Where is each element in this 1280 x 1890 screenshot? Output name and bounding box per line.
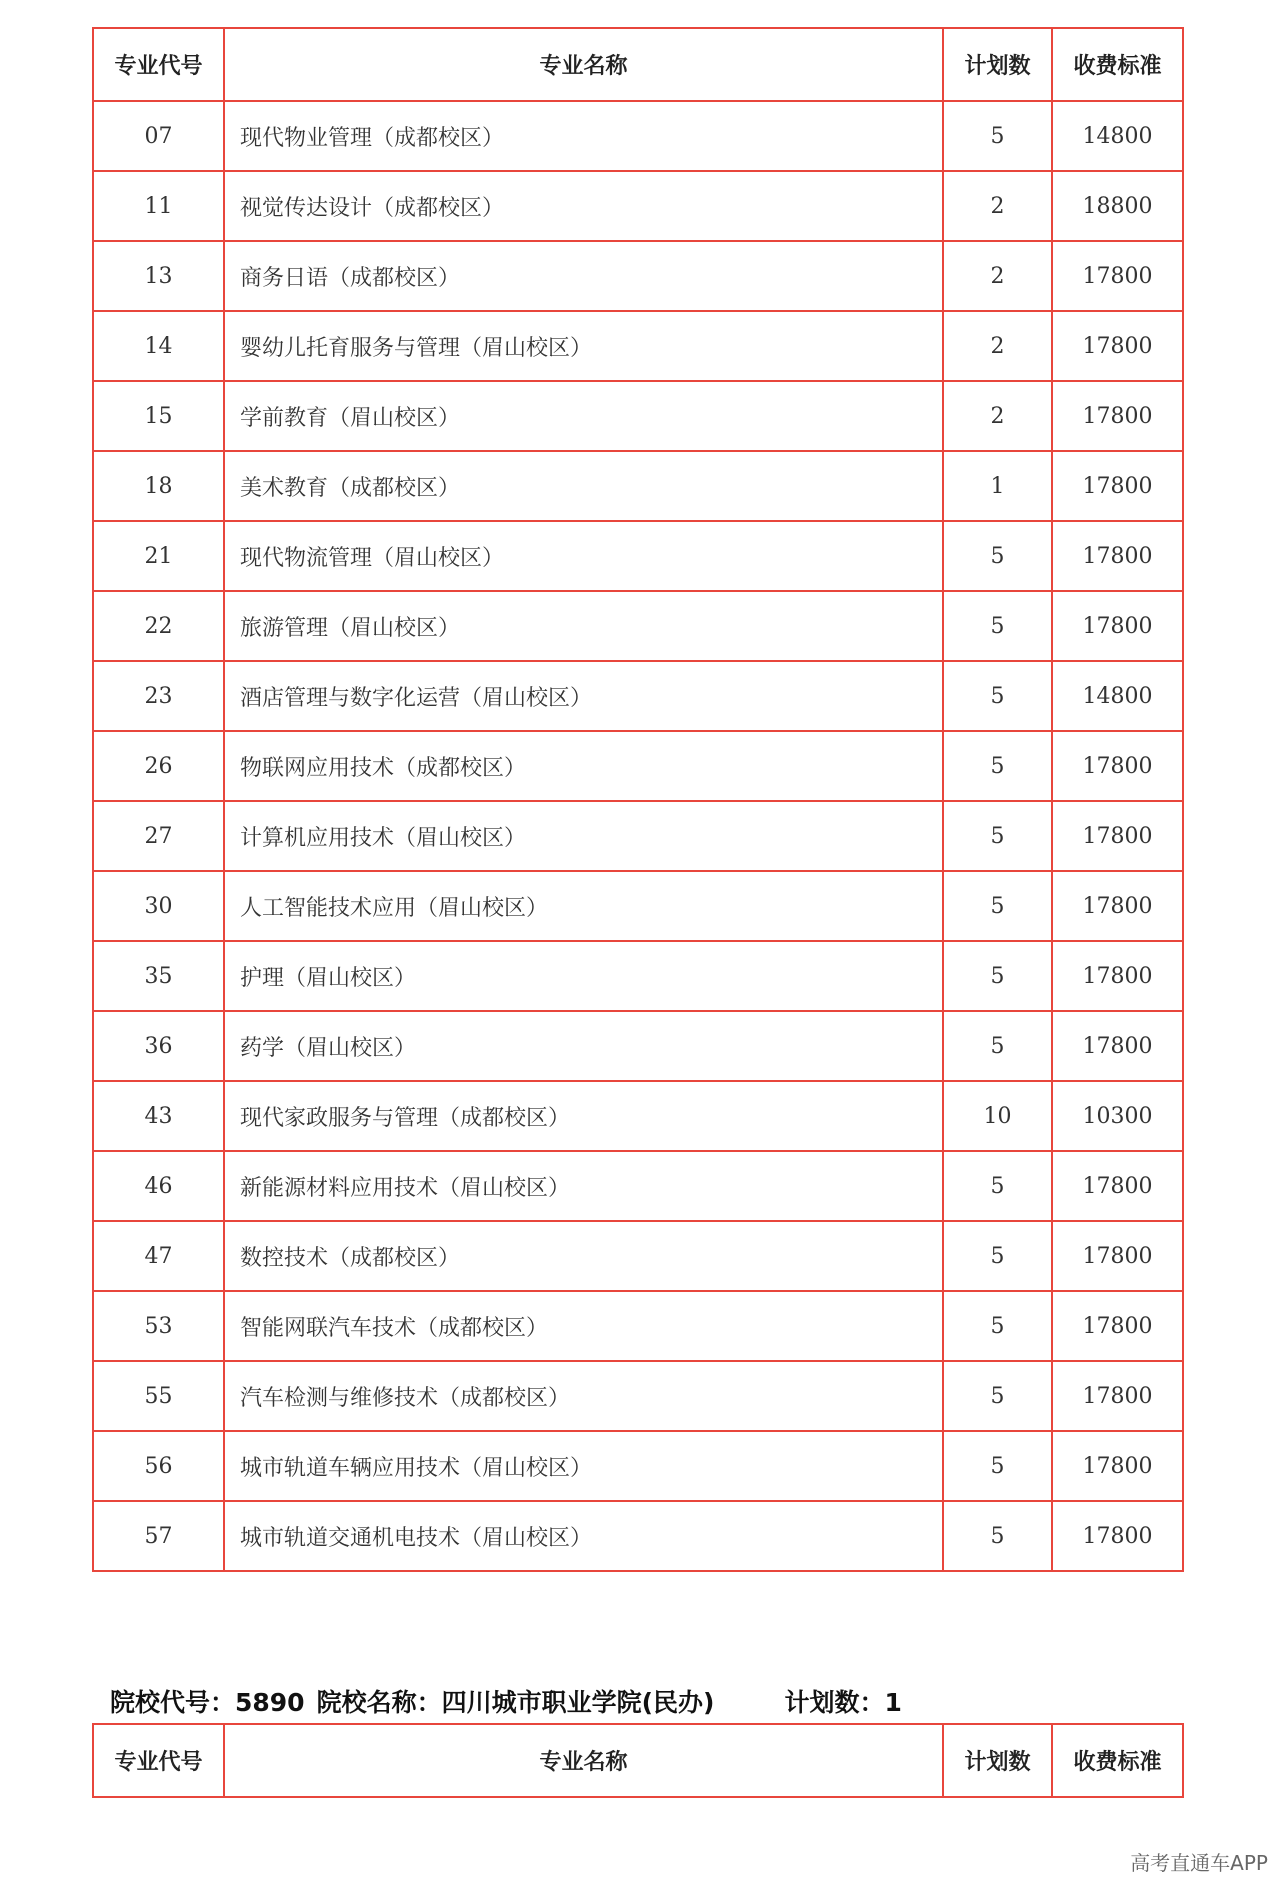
- table-body: [93, 101, 1183, 1571]
- major-name-cell: 视觉传达设计（成都校区）: [224, 171, 943, 241]
- school-code: 院校代号：5890: [110, 1688, 305, 1717]
- plan-count-cell: 5: [943, 661, 1052, 731]
- plan-count-cell: 2: [943, 311, 1052, 381]
- table-row: [93, 941, 1183, 1011]
- plan-count-cell: 5: [943, 1291, 1052, 1361]
- plan-count-cell: 5: [943, 1011, 1052, 1081]
- major-code-cell: 35: [93, 941, 224, 1011]
- major-code-cell: 30: [93, 871, 224, 941]
- fee-cell: 17800: [1052, 1221, 1183, 1291]
- table-row: [93, 801, 1183, 871]
- table-row: [93, 171, 1183, 241]
- plan-count-cell: 5: [943, 1221, 1052, 1291]
- major-code-cell: 14: [93, 311, 224, 381]
- major-name-cell: 城市轨道车辆应用技术（眉山校区）: [224, 1431, 943, 1501]
- header-fee-standard: 收费标准: [1052, 28, 1183, 101]
- fee-cell: 17800: [1052, 521, 1183, 591]
- table-row: [93, 871, 1183, 941]
- fee-cell: 17800: [1052, 1361, 1183, 1431]
- major-code-cell: 36: [93, 1011, 224, 1081]
- table-row: [93, 241, 1183, 311]
- table-row: [93, 1221, 1183, 1291]
- major-name-cell: 美术教育（成都校区）: [224, 451, 943, 521]
- table-row: [93, 661, 1183, 731]
- plan-count-cell: 1: [943, 451, 1052, 521]
- plan-count-cell: 5: [943, 1501, 1052, 1571]
- fee-cell: 17800: [1052, 1431, 1183, 1501]
- table-header-row: [93, 28, 1183, 101]
- plan-count-cell: 10: [943, 1081, 1052, 1151]
- table-row: [93, 1431, 1183, 1501]
- major-name-cell: 数控技术（成都校区）: [224, 1221, 943, 1291]
- plan-count-cell: 2: [943, 381, 1052, 451]
- fee-cell: 14800: [1052, 661, 1183, 731]
- plan-count-cell: 5: [943, 101, 1052, 171]
- major-code-cell: 55: [93, 1361, 224, 1431]
- fee-cell: 17800: [1052, 941, 1183, 1011]
- major-code-cell: 13: [93, 241, 224, 311]
- major-code-cell: 26: [93, 731, 224, 801]
- major-name-cell: 智能网联汽车技术（成都校区）: [224, 1291, 943, 1361]
- plan-count-cell: 5: [943, 871, 1052, 941]
- major-name-cell: 学前教育（眉山校区）: [224, 381, 943, 451]
- fee-cell: 14800: [1052, 101, 1183, 171]
- fee-cell: 17800: [1052, 731, 1183, 801]
- fee-cell: 17800: [1052, 1291, 1183, 1361]
- header-major-name: 专业名称: [224, 1724, 943, 1797]
- header-major-code: 专业代号: [93, 28, 224, 101]
- table-row: [93, 591, 1183, 661]
- header-plan-count: 计划数: [943, 1724, 1052, 1797]
- major-code-cell: 27: [93, 801, 224, 871]
- fee-cell: 17800: [1052, 1151, 1183, 1221]
- fee-cell: 18800: [1052, 171, 1183, 241]
- plan-count-cell: 5: [943, 521, 1052, 591]
- table-row: [93, 451, 1183, 521]
- fee-cell: 17800: [1052, 241, 1183, 311]
- major-code-cell: 07: [93, 101, 224, 171]
- major-code-cell: 21: [93, 521, 224, 591]
- plan-count-cell: 5: [943, 1431, 1052, 1501]
- table-row: [93, 101, 1183, 171]
- major-name-cell: 计算机应用技术（眉山校区）: [224, 801, 943, 871]
- fee-cell: 10300: [1052, 1081, 1183, 1151]
- fee-cell: 17800: [1052, 591, 1183, 661]
- table-row: [93, 1291, 1183, 1361]
- plan-count-cell: 5: [943, 1361, 1052, 1431]
- fee-cell: 17800: [1052, 1501, 1183, 1571]
- fee-cell: 17800: [1052, 311, 1183, 381]
- plan-count-cell: 5: [943, 1151, 1052, 1221]
- major-code-cell: 22: [93, 591, 224, 661]
- major-code-cell: 18: [93, 451, 224, 521]
- plan-count-cell: 2: [943, 171, 1052, 241]
- plan-count-cell: 2: [943, 241, 1052, 311]
- table-row: [93, 1081, 1183, 1151]
- major-code-cell: 46: [93, 1151, 224, 1221]
- table-row: [93, 1011, 1183, 1081]
- major-name-cell: 药学（眉山校区）: [224, 1011, 943, 1081]
- major-name-cell: 现代物业管理（成都校区）: [224, 101, 943, 171]
- table-row: [93, 731, 1183, 801]
- fee-cell: 17800: [1052, 871, 1183, 941]
- major-name-cell: 婴幼儿托育服务与管理（眉山校区）: [224, 311, 943, 381]
- major-name-cell: 护理（眉山校区）: [224, 941, 943, 1011]
- enrollment-plan-table: [92, 27, 1184, 1572]
- fee-cell: 17800: [1052, 381, 1183, 451]
- header-major-name: 专业名称: [224, 28, 943, 101]
- major-code-cell: 57: [93, 1501, 224, 1571]
- plan-count-cell: 5: [943, 591, 1052, 661]
- major-code-cell: 43: [93, 1081, 224, 1151]
- table-row: [93, 1501, 1183, 1571]
- table-row: [93, 311, 1183, 381]
- major-name-cell: 新能源材料应用技术（眉山校区）: [224, 1151, 943, 1221]
- major-name-cell: 现代物流管理（眉山校区）: [224, 521, 943, 591]
- fee-cell: 17800: [1052, 801, 1183, 871]
- major-code-cell: 15: [93, 381, 224, 451]
- major-code-cell: 11: [93, 171, 224, 241]
- school-name: 院校名称：四川城市职业学院(民办): [316, 1688, 715, 1717]
- plan-count-cell: 5: [943, 731, 1052, 801]
- major-name-cell: 人工智能技术应用（眉山校区）: [224, 871, 943, 941]
- fee-cell: 17800: [1052, 1011, 1183, 1081]
- major-code-cell: 47: [93, 1221, 224, 1291]
- table-row: [93, 1361, 1183, 1431]
- major-name-cell: 物联网应用技术（成都校区）: [224, 731, 943, 801]
- table-row: [93, 521, 1183, 591]
- watermark-text: 高考直通车APP: [1130, 1851, 1268, 1875]
- school-plan-count: 计划数：1: [784, 1688, 902, 1717]
- table-row: [93, 1151, 1183, 1221]
- major-code-cell: 56: [93, 1431, 224, 1501]
- major-code-cell: 53: [93, 1291, 224, 1361]
- major-name-cell: 酒店管理与数字化运营（眉山校区）: [224, 661, 943, 731]
- major-code-cell: 23: [93, 661, 224, 731]
- major-name-cell: 现代家政服务与管理（成都校区）: [224, 1081, 943, 1151]
- school-info-line: [110, 1683, 902, 1719]
- table-row: [93, 381, 1183, 451]
- major-name-cell: 旅游管理（眉山校区）: [224, 591, 943, 661]
- header-plan-count: 计划数: [943, 28, 1052, 101]
- second-enrollment-plan-table: [92, 1723, 1184, 1798]
- header-fee-standard: 收费标准: [1052, 1724, 1183, 1797]
- plan-count-cell: 5: [943, 941, 1052, 1011]
- fee-cell: 17800: [1052, 451, 1183, 521]
- major-name-cell: 城市轨道交通机电技术（眉山校区）: [224, 1501, 943, 1571]
- header-major-code: 专业代号: [93, 1724, 224, 1797]
- plan-count-cell: 5: [943, 801, 1052, 871]
- major-name-cell: 汽车检测与维修技术（成都校区）: [224, 1361, 943, 1431]
- major-name-cell: 商务日语（成都校区）: [224, 241, 943, 311]
- table-header-row: [93, 1724, 1183, 1797]
